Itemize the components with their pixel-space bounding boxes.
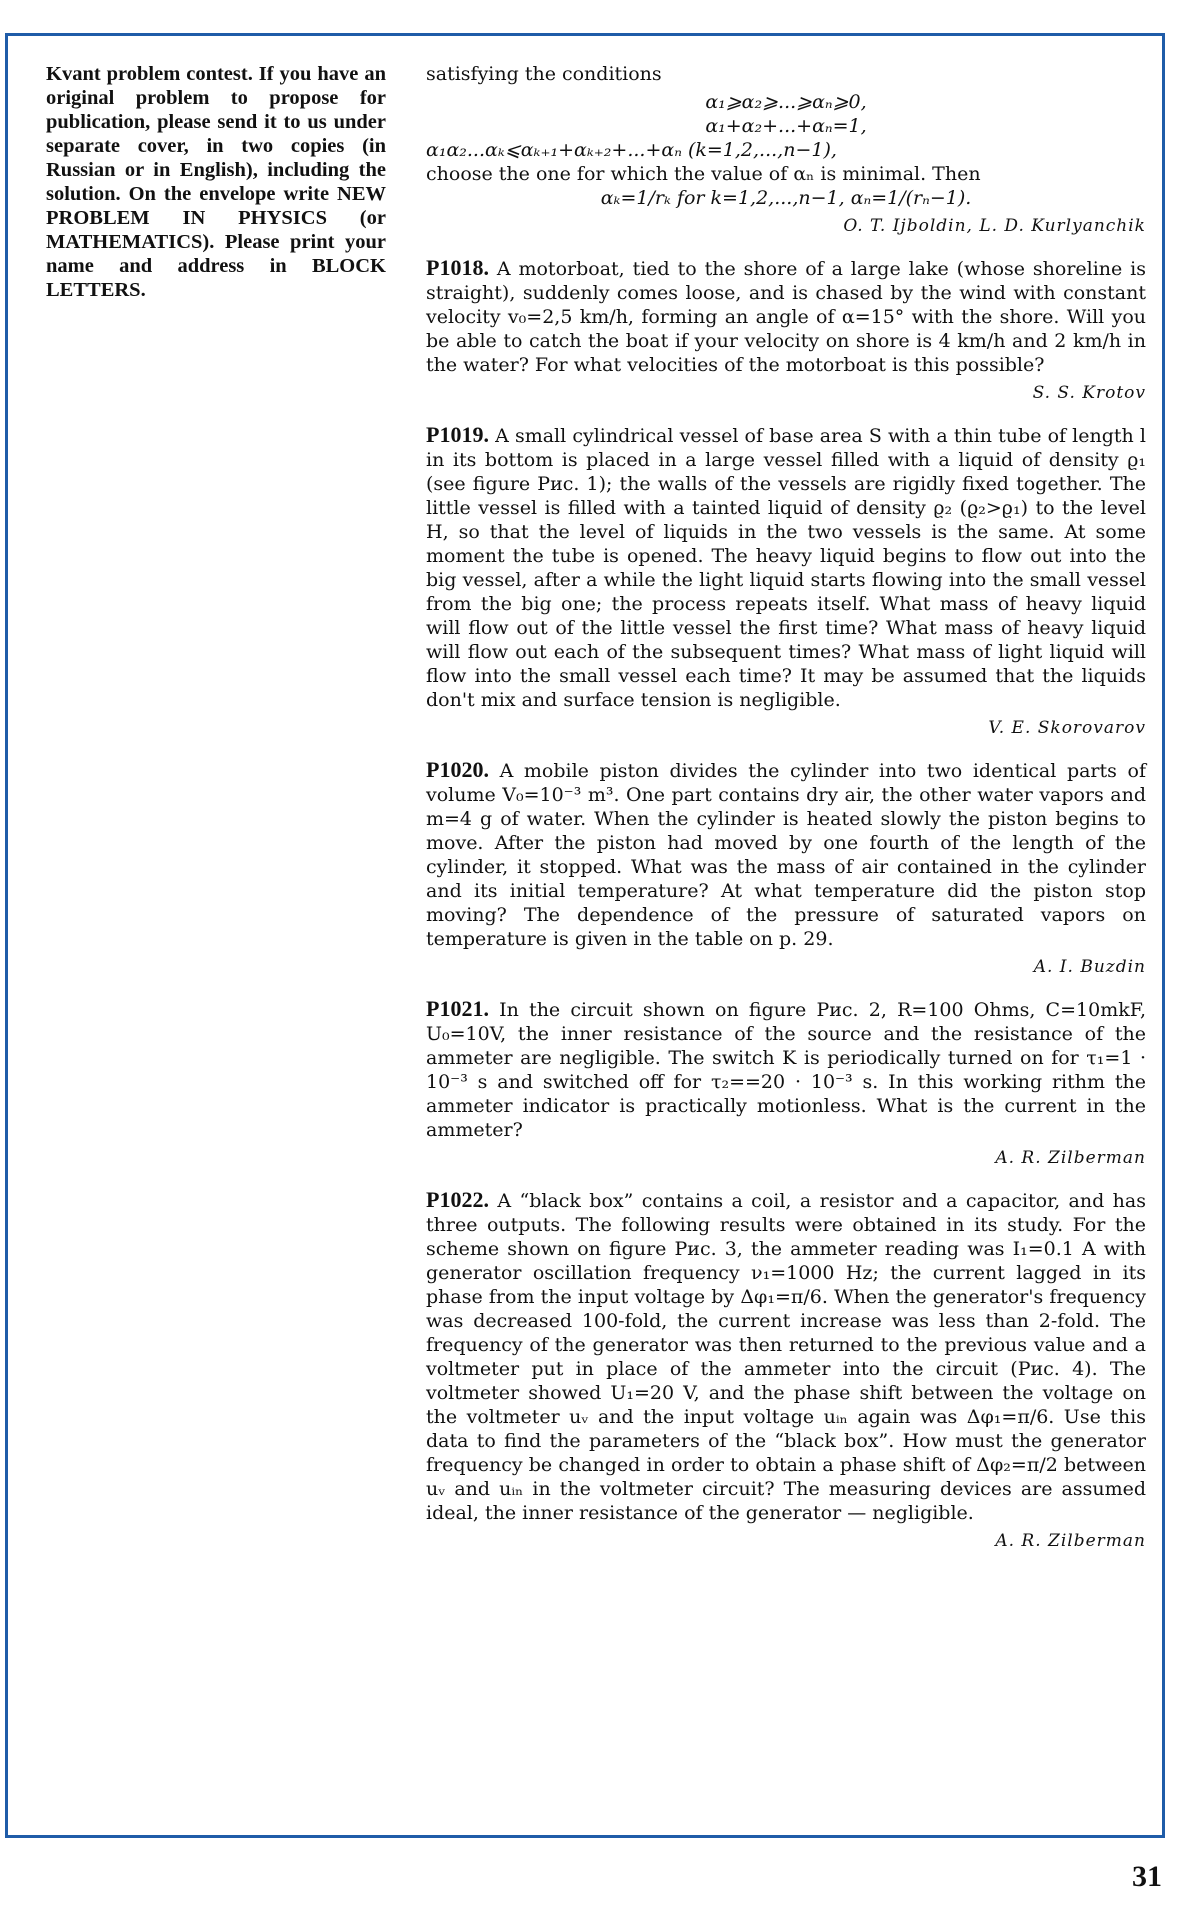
contest-notice-text: Kvant problem contest. If you have an original problem to propose for publication, please send it to us under separate cover, in two copies (in Russian or in English), including the solution. On the envelope write NEW PROBLEM IN PHYSICS (or MATHEMATICS). Please print your name and address in BLOCK LETTERS. [46, 63, 386, 301]
problem-author: O. T. Ijboldin, L. D. Kurlyanchik [843, 216, 1146, 236]
problem-p1021 [426, 997, 1146, 1170]
problem-text: A small cylindrical vessel of base area S with a thin tube of length l in its bottom is placed in a large vessel filled with a liquid of density ϱ₁ (see figure Рис. 1); the walls of the vessels are rigidly fixed together. The little vessel is filled with a tainted liquid of density ϱ₂ (ϱ₂>ϱ₁) to the level H, so that the level of liquids in the two vessels is the same. At some moment the tube is opened. The heavy liquid begins to flow out into the big vessel, after a while the light liquid starts flowing into the small vessel from the big one; the process repeats itself. What mass of heavy liquid will flow out of the little vessel the first time? What mass of heavy liquid will flow out each of the subsequent times? What mass of light liquid will flow into the small vessel each time? It may be assumed that the liquids don't mix and surface tension is negligible. [426, 425, 1146, 711]
condition-formula-3: α₁α₂...αₖ⩽αₖ₊₁+αₖ₊₂+...+αₙ (k=1,2,...,n−1), [426, 139, 837, 161]
problem-author: S. S. Krotov [1032, 383, 1146, 403]
condition-formula-2: α₁+α₂+...+αₙ=1, [705, 115, 867, 137]
problem-author: V. E. Skorovarov [988, 718, 1146, 738]
condition-formula-1: α₁⩾α₂⩾...⩾αₙ⩾0, [705, 91, 867, 113]
problem-text: A motorboat, tied to the shore of a large lake (whose shoreline is straight), suddenly comes loose, and is chased by the wind with constant velocity v₀=2,5 km/h, forming an angle of α=15° with the shore. Will you be able to catch the boat if your velocity on shore is 4 km/h and 2 km/h in the water? For what velocities of the motorboat is this possible? [426, 258, 1147, 376]
problems-column [426, 62, 1146, 1571]
contest-notice [46, 62, 386, 302]
problem-id: P1020. [426, 757, 489, 782]
continuation-choose: choose the one for which the value of αₙ is minimal. Then [426, 163, 981, 185]
problem-id: P1018. [426, 255, 489, 280]
problem-p1018 [426, 256, 1146, 405]
problem-text: In the circuit shown on figure Рис. 2, R=100 Ohms, C=10mkF, U₀=10V, the inner resistance of the source and the resistance of the ammeter are negligible. The switch K is periodically turned on for τ₁=1 · 10⁻³ s and switched off for τ₂==20 · 10⁻³ s. In this working rithm the ammeter indicator is practically motionless. What is the current in the ammeter? [426, 999, 1146, 1141]
continuation-lead: satisfying the conditions [426, 63, 662, 85]
problem-author: A. I. Buzdin [1033, 957, 1146, 977]
problem-p1019 [426, 423, 1146, 740]
problem-id: P1019. [426, 422, 489, 447]
problem-text: A “black box” contains a coil, a resistor and a capacitor, and has three outputs. The following results were obtained in its study. For the scheme shown on figure Рис. 3, the ammeter reading was I₁=0.1 A with generator oscillation frequency ν₁=1000 Hz; the current lagged in its phase from the input voltage by Δφ₁=π/6. When the generator's frequency was decreased 100-fold, the current increase was less than 2-fold. The frequency of the generator was then returned to the previous value and a voltmeter put in place of the ammeter into the circuit (Рис. 4). The voltmeter showed U₁=20 V, and the phase shift between the voltage on the voltmeter uᵥ and the input voltage uᵢₙ again was Δφ₁=π/6. Use this data to find the parameters of the “black box”. How must the generator frequency be changed in order to obtain a phase shift of Δφ₂=π/2 between uᵥ and uᵢₙ in the voltmeter circuit? The measuring devices are assumed ideal, the inner resistance of the generator — negligible. [426, 1190, 1146, 1524]
problem-author: A. R. Zilberman [995, 1148, 1146, 1168]
page-number: 31 [1132, 1860, 1162, 1893]
problem-p1020 [426, 758, 1146, 979]
problem-id: P1022. [426, 1187, 489, 1212]
problem-text: A mobile piston divides the cylinder into two identical parts of volume V₀=10⁻³ m³. One part contains dry air, the other water vapors and m=4 g of water. When the cylinder is heated slowly the piston begins to move. After the piston had moved by one fourth of the length of the cylinder, it stopped. What was the mass of air contained in the cylinder and its initial temperature? At what temperature did the piston stop moving? The dependence of the pressure of saturated vapors on temperature is given in the table on p. 29. [426, 760, 1146, 950]
answer-formula: αₖ=1/rₖ for k=1,2,...,n−1, αₙ=1/(rₙ−1). [600, 187, 972, 209]
problem-author: A. R. Zilberman [995, 1531, 1146, 1551]
problem-id: P1021. [426, 996, 489, 1021]
previous-problem-continuation [426, 62, 1146, 238]
problem-p1022 [426, 1188, 1146, 1553]
